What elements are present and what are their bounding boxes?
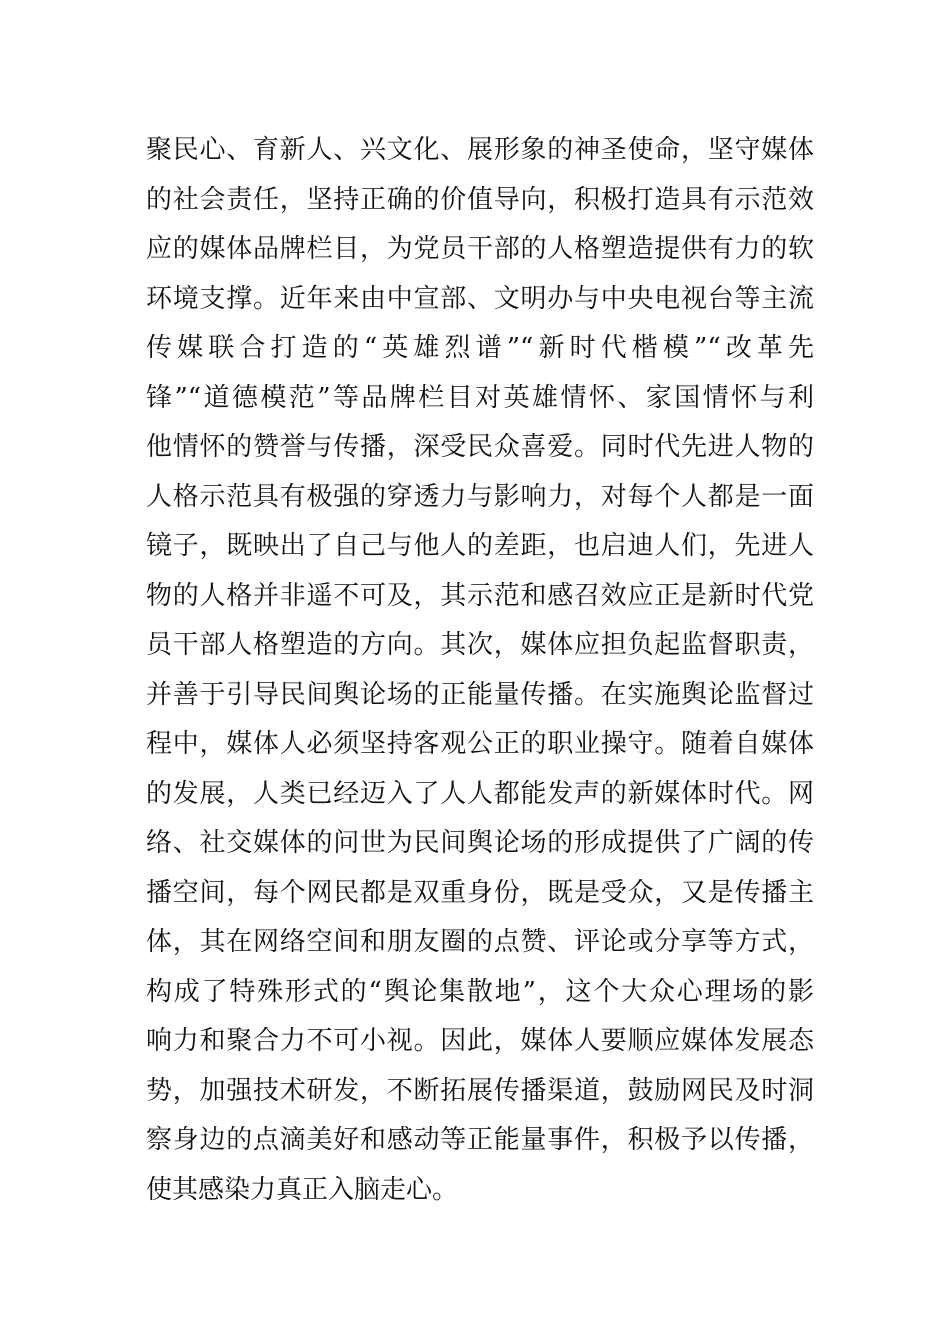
text-line: 络、社交媒体的问世为民间舆论场的形成提供了广阔的传 (146, 828, 814, 858)
text-line: 体，其在网络空间和朋友圈的点赞、评论或分享等方式， (146, 927, 814, 957)
text-line: 物的人格并非遥不可及，其示范和感召效应正是新时代党 (146, 580, 814, 611)
body-paragraph (146, 126, 814, 1215)
text-line: 环境支撑。近年来由中宣部、文明办与中央电视台等主流 (146, 283, 814, 314)
text-line: 并善于引导民间舆论场的正能量传播。在实施舆论监督过 (146, 679, 814, 710)
text-line: 传媒联合打造的“英雄烈谱”“新时代楷模”“改革先 (146, 333, 814, 363)
text-line: 势，加强技术研发，不断拓展传播渠道，鼓励网民及时洞 (146, 1075, 814, 1106)
text-line: 锋”“道德模范”等品牌栏目对英雄情怀、家国情怀与利 (146, 382, 814, 413)
text-line: 应的媒体品牌栏目，为党员干部的人格塑造提供有力的软 (146, 234, 814, 264)
text-line: 员干部人格塑造的方向。其次，媒体应担负起监督职责， (146, 630, 814, 660)
text-line: 响力和聚合力不可小视。因此，媒体人要顺应媒体发展态 (146, 1026, 814, 1056)
text-line: 程中，媒体人必须坚持客观公正的职业操守。随着自媒体 (146, 729, 814, 759)
text-line: 构成了特殊形式的“舆论集散地”，这个大众心理场的影 (146, 976, 814, 1007)
text-line: 镜子，既映出了自己与他人的差距，也启迪人们，先进人 (146, 531, 814, 561)
text-line-last: 使其感染力真正入脑走心。 (146, 1174, 459, 1205)
text-line: 聚民心、育新人、兴文化、展形象的神圣使命，坚守媒体 (146, 135, 814, 165)
text-line: 察身边的点滴美好和感动等正能量事件，积极予以传播， (146, 1125, 814, 1155)
text-line: 播空间，每个网民都是双重身份，既是受众，又是传播主 (146, 877, 814, 908)
text-line: 的社会责任，坚持正确的价值导向，积极打造具有示范效 (146, 184, 814, 215)
text-line: 他情怀的赞誉与传播，深受民众喜爱。同时代先进人物的 (146, 432, 814, 462)
text-line: 人格示范具有极强的穿透力与影响力，对每个人都是一面 (146, 481, 814, 512)
text-line: 的发展，人类已经迈入了人人都能发声的新媒体时代。网 (146, 778, 814, 809)
